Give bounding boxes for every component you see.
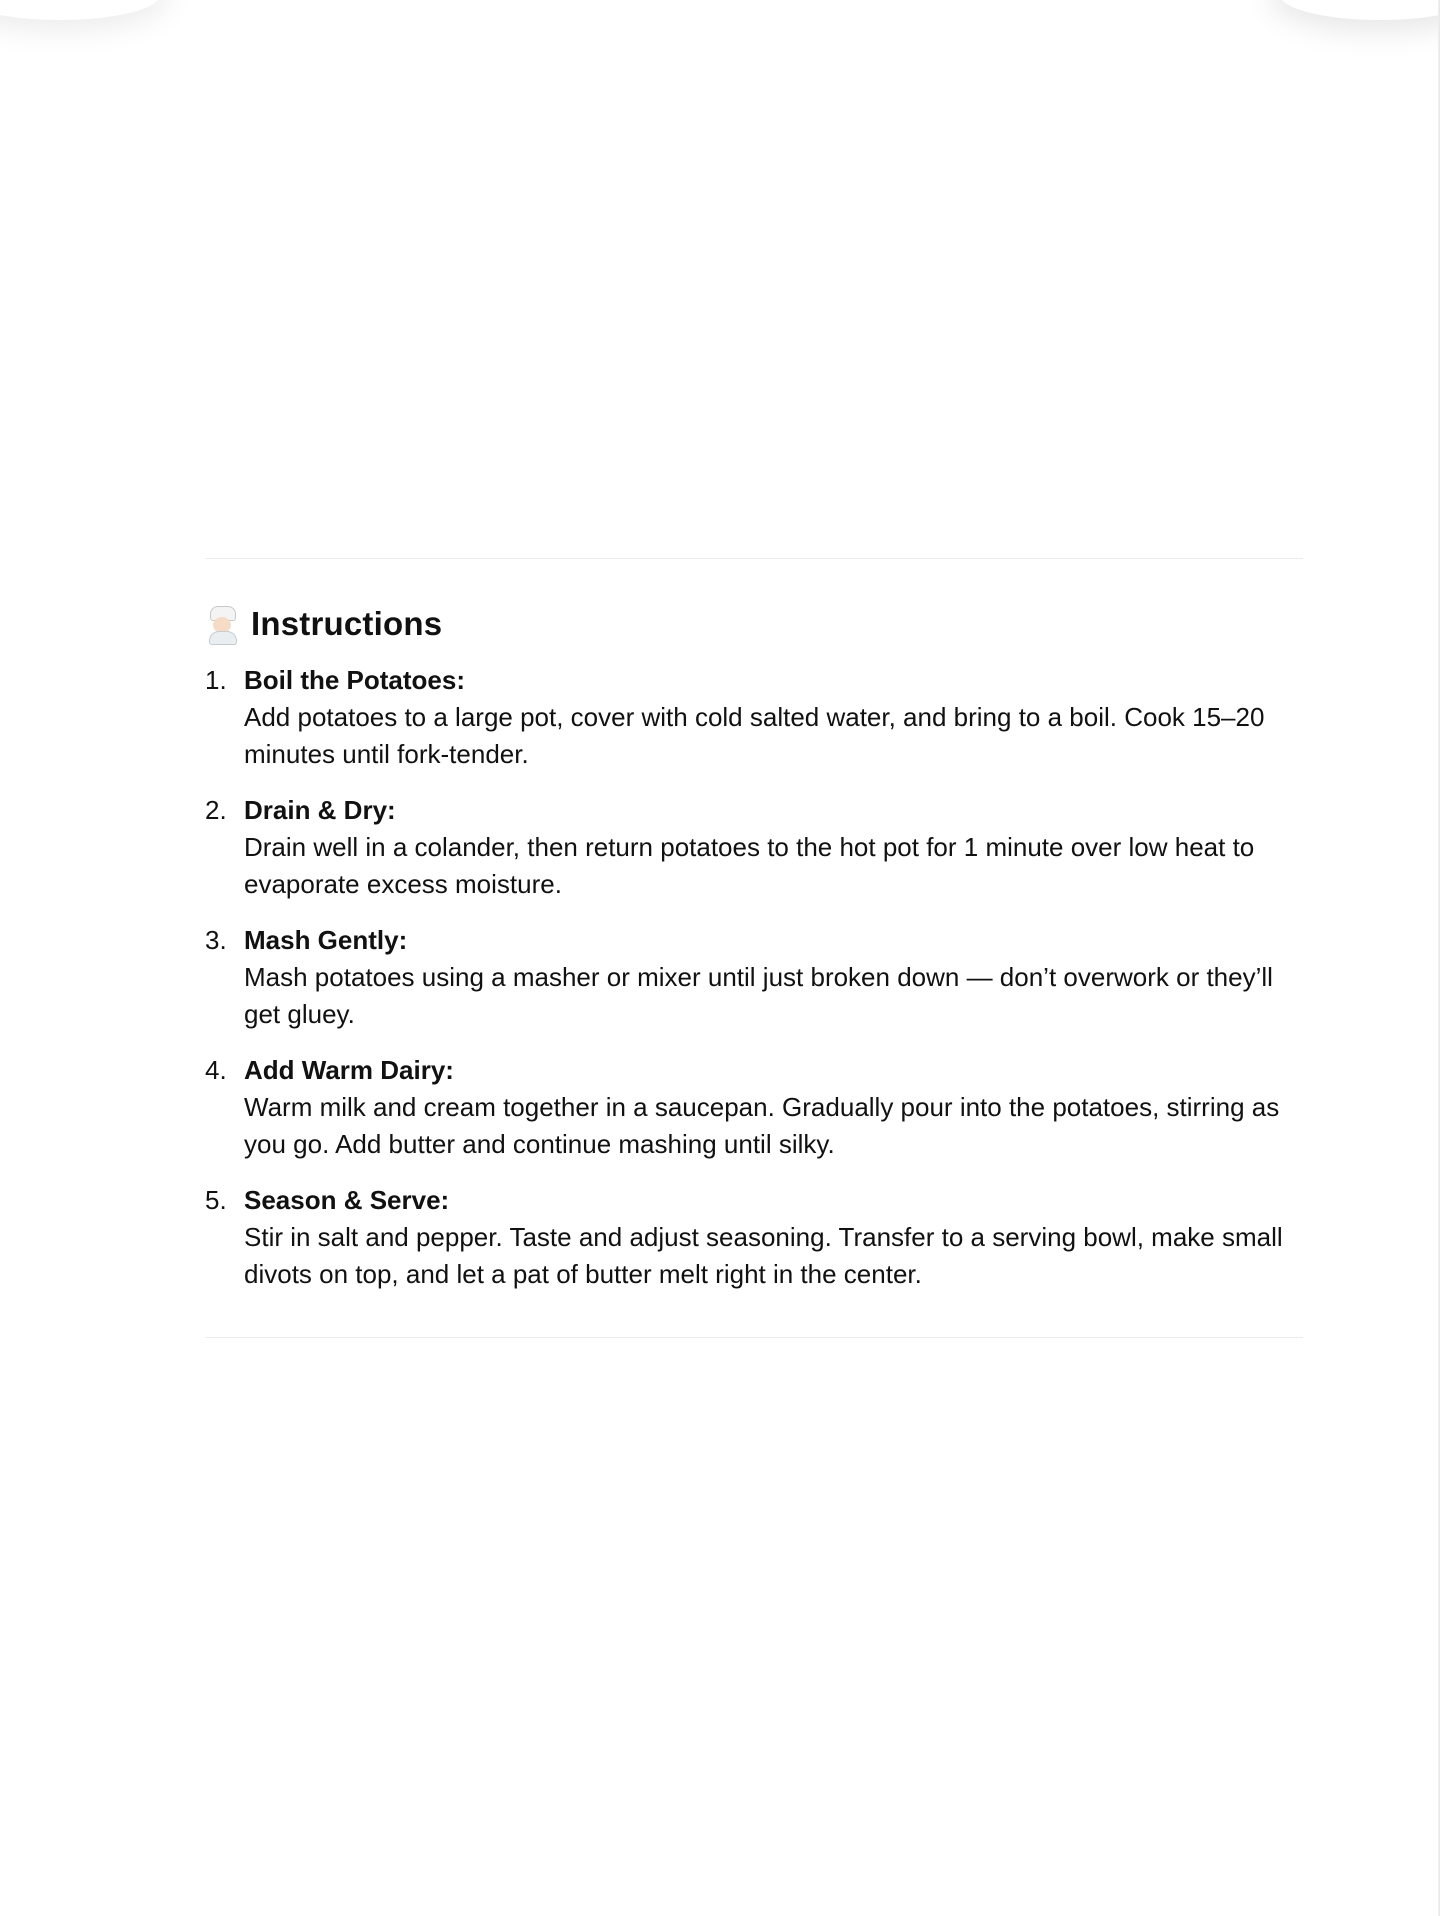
list-item [205, 1052, 1315, 1163]
step-number: 5. [205, 1185, 227, 1215]
page-corner-shadow-left [0, 0, 160, 20]
step-number: 3. [205, 925, 227, 955]
page-corner-shadow-right [1280, 0, 1440, 20]
instructions-heading-text: Instructions [251, 605, 443, 642]
instructions-section [205, 596, 1315, 1312]
list-item [205, 662, 1315, 773]
step-body [244, 1182, 1315, 1293]
step-title: Boil the Potatoes: [244, 665, 466, 695]
step-body [244, 792, 1315, 903]
step-body [244, 662, 1315, 773]
step-number: 1. [205, 665, 227, 695]
top-divider [205, 558, 1303, 559]
list-item [205, 792, 1315, 903]
step-title: Season & Serve: [244, 1185, 450, 1215]
step-text: Add potatoes to a large pot, cover with cold salted water, and bring to a boil. Cook 15–20 minutes until fork-tender. [244, 702, 1265, 769]
step-text: Drain well in a colander, then return potatoes to the hot pot for 1 minute over low heat to evaporate excess moisture. [244, 832, 1255, 899]
step-title: Add Warm Dairy: [244, 1055, 454, 1085]
step-text: Mash potatoes using a masher or mixer until just broken down — don’t overwork or they’ll get gluey. [244, 962, 1273, 1029]
step-body [244, 922, 1315, 1033]
bottom-divider [205, 1337, 1303, 1338]
instructions-heading [205, 596, 1315, 652]
list-item [205, 1182, 1315, 1293]
step-title: Drain & Dry: [244, 795, 396, 825]
step-title: Mash Gently: [244, 925, 408, 955]
list-item [205, 922, 1315, 1033]
step-body [244, 1052, 1315, 1163]
chef-icon [205, 605, 239, 643]
step-text: Stir in salt and pepper. Taste and adjust seasoning. Transfer to a serving bowl, make small divots on top, and let a pat of butter melt right in the center. [244, 1222, 1283, 1289]
step-text: Warm milk and cream together in a saucepan. Gradually pour into the potatoes, stirring as you go. Add butter and continue mashing until silky. [244, 1092, 1280, 1159]
step-number: 4. [205, 1055, 227, 1085]
step-number: 2. [205, 795, 227, 825]
instructions-list [205, 662, 1315, 1293]
